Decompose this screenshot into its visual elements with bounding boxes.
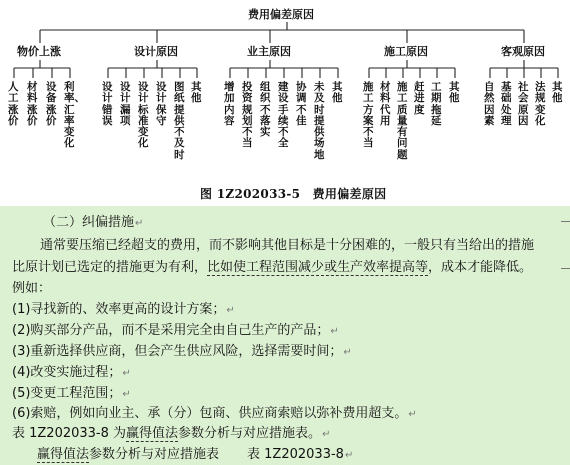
table-title-text: 参数分析与对应措施表 bbox=[89, 447, 220, 462]
paragraph-mark: ↵ bbox=[135, 218, 144, 229]
leaf-label: 设计保守 bbox=[156, 81, 167, 127]
paragraph-mark: ↵ bbox=[322, 429, 331, 440]
leaf-label: 社会原因 bbox=[518, 81, 529, 127]
paragraph-mark: ↵ bbox=[344, 450, 354, 461]
measure-item bbox=[12, 365, 131, 382]
leaf-label: 图纸提供不及时 bbox=[174, 81, 185, 161]
leaf-label: 设备涨价 bbox=[46, 81, 57, 127]
leaf-label: 材料代用 bbox=[380, 81, 391, 127]
paragraph-line bbox=[40, 238, 534, 254]
measure-text: (4)改变实施过程； bbox=[12, 365, 122, 380]
leaf-label: 协调不佳 bbox=[296, 81, 307, 127]
section-heading-text: （二）纠偏措施 bbox=[43, 215, 135, 230]
paragraph-mark: ↵ bbox=[226, 305, 235, 316]
cost-deviation-figure bbox=[0, 0, 570, 206]
leaf-label: 工期拖延 bbox=[431, 81, 442, 127]
paragraph-line bbox=[12, 260, 532, 276]
measure-text: (5)变更工程范围； bbox=[12, 386, 122, 401]
table-number: 表 1Z202033-8 bbox=[247, 447, 344, 462]
paragraph-mark: ↵ bbox=[408, 409, 417, 420]
leaf-label: 增加内容 bbox=[224, 81, 235, 127]
figure-root-label: 费用偏差原因 bbox=[248, 8, 314, 21]
measure-text: (6)索赔，例如向业主、承（分）包商、供应商索赔以弥补费用超支。 bbox=[12, 406, 408, 421]
section-heading bbox=[43, 215, 143, 232]
paragraph-text: 比原计划已选定的措施更为有利， bbox=[12, 260, 208, 275]
leaf-label: 建设手续不全 bbox=[278, 81, 289, 150]
leaf-label: 施工方案不当 bbox=[363, 81, 374, 150]
leaf-label: 其他 bbox=[191, 81, 202, 105]
leaf-label: 其他 bbox=[332, 81, 343, 105]
leaf-label: 法规变化 bbox=[535, 81, 546, 127]
leaf-label: 设计标准变化 bbox=[138, 81, 149, 150]
measure-item bbox=[12, 323, 339, 340]
leaf-label: 材料涨价 bbox=[27, 81, 38, 127]
paragraph-text: ，成本才能降低。 bbox=[428, 260, 533, 275]
underlined-text: 比如使工程范围减少或生产效率提高等 bbox=[207, 260, 429, 275]
leaf-label: 组织不落实 bbox=[260, 81, 271, 139]
underlined-text: 赢得值法 bbox=[126, 426, 179, 441]
leaf-label: 未及时提供场地 bbox=[314, 81, 325, 161]
category-label-construction: 施工原因 bbox=[384, 45, 428, 58]
leaf-label: 设计错误 bbox=[102, 81, 113, 127]
paragraph-mark: ↵ bbox=[122, 389, 131, 400]
table-reference bbox=[12, 426, 330, 443]
paragraph-mark: ↵ bbox=[330, 326, 339, 337]
leaf-label: 利率、汇率变化 bbox=[64, 81, 85, 150]
leaf-label: 施工质量有问题 bbox=[397, 81, 408, 161]
example-label: 例如： bbox=[12, 281, 52, 296]
measure-text: (1)寻找新的、效率更高的设计方案； bbox=[12, 302, 226, 317]
leaf-label: 基础处理 bbox=[501, 81, 512, 127]
measure-item bbox=[12, 302, 235, 319]
table-reference-text: 参数分析与对应措施表。 bbox=[178, 426, 322, 441]
category-label-objective: 客观原因 bbox=[501, 45, 545, 58]
leaf-label: 投资规划不当 bbox=[242, 81, 253, 150]
page-edge-mark bbox=[561, 221, 570, 225]
leaf-label: 人工涨价 bbox=[8, 81, 19, 127]
example-label-line bbox=[12, 281, 51, 297]
underlined-text: 赢得值法 bbox=[37, 447, 90, 462]
leaf-label: 其他 bbox=[449, 81, 460, 105]
table-reference-text: 表 1Z202033-8 为 bbox=[12, 426, 127, 441]
measure-item bbox=[12, 344, 352, 361]
paragraph-text: 通常要压缩已经超支的费用，而不影响其他目标是十分困难的，一般只有当给出的措施 bbox=[40, 238, 535, 253]
measure-text: (3)重新选择供应商，但会产生供应风险，选择需要时间； bbox=[12, 344, 343, 359]
measure-text: (2)购买部分产品，而不是采用完全由自己生产的产品； bbox=[12, 323, 330, 338]
leaf-label: 设计漏项 bbox=[120, 81, 131, 127]
category-label-price-rise: 物价上涨 bbox=[17, 45, 61, 58]
leaf-label: 其他 bbox=[552, 81, 563, 105]
figure-caption: 图 1Z202033-5 费用偏差原因 bbox=[200, 187, 387, 201]
measure-item bbox=[12, 406, 417, 423]
leaf-label: 赶进度 bbox=[414, 81, 425, 116]
paragraph-mark: ↵ bbox=[122, 368, 131, 379]
measure-item bbox=[12, 386, 131, 403]
category-label-owner: 业主原因 bbox=[247, 45, 291, 58]
paragraph-mark: ↵ bbox=[343, 347, 352, 358]
leaf-label: 自然因素 bbox=[484, 81, 495, 127]
page-edge-mark bbox=[561, 268, 570, 272]
category-label-design: 设计原因 bbox=[134, 45, 178, 58]
table-title bbox=[37, 447, 353, 464]
